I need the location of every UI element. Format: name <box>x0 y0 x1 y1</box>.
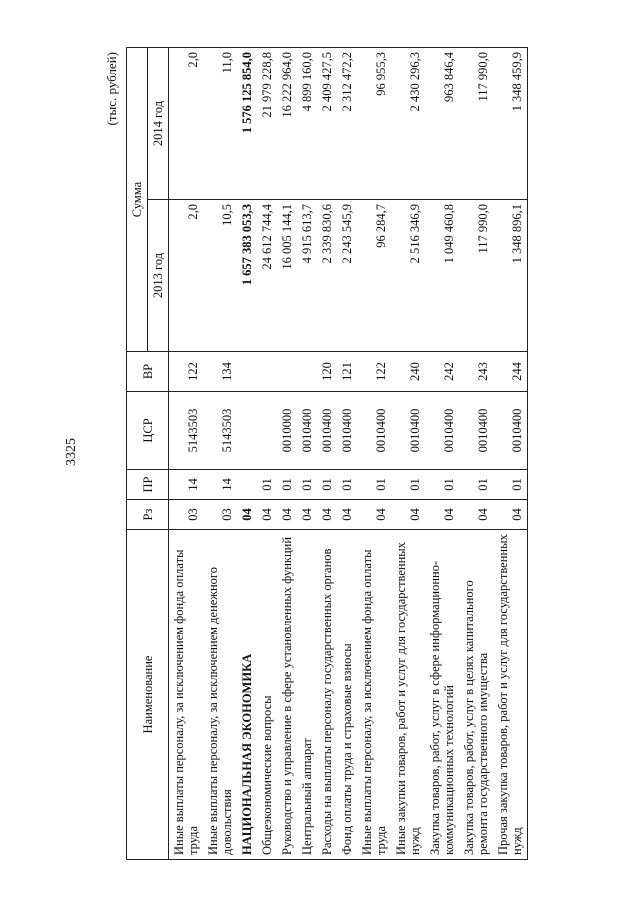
header-name: Наименование <box>127 530 169 860</box>
row-amount-2013: 117 990,0 <box>459 200 493 352</box>
page-number: 3325 <box>64 438 79 466</box>
row-amount-2014: 117 990,0 <box>459 48 493 200</box>
row-amount-2013: 10,5 <box>203 200 237 352</box>
row-amount-2014: 2 409 427,5 <box>317 48 337 200</box>
row-pr: 01 <box>391 470 425 500</box>
row-vr: 134 <box>203 352 237 392</box>
table-row <box>391 48 425 860</box>
header-pr: ПР <box>127 470 169 500</box>
table-row <box>357 48 391 860</box>
row-csr: 0010400 <box>357 392 391 470</box>
row-amount-2013: 96 284,7 <box>357 200 391 352</box>
row-rz: 04 <box>425 500 459 530</box>
table-row <box>203 48 237 860</box>
row-pr: 14 <box>169 470 204 500</box>
row-rz: 04 <box>391 500 425 530</box>
rotated-page <box>60 42 580 862</box>
row-vr <box>257 352 277 392</box>
row-csr: 0010000 <box>277 392 297 470</box>
header-vr: ВР <box>127 352 169 392</box>
row-vr: 242 <box>425 352 459 392</box>
header-2014: 2014 год <box>148 48 169 200</box>
row-vr <box>277 352 297 392</box>
row-amount-2014: 1 348 459,9 <box>493 48 528 200</box>
row-pr: 01 <box>493 470 528 500</box>
table-body <box>169 48 528 860</box>
row-csr <box>257 392 277 470</box>
row-amount-2013: 1 348 896,1 <box>493 200 528 352</box>
row-name: Руководство и управление в сфере установленных функций <box>277 530 297 860</box>
row-rz: 04 <box>297 500 317 530</box>
row-vr <box>297 352 317 392</box>
row-vr: 121 <box>337 352 357 392</box>
row-csr: 0010400 <box>391 392 425 470</box>
row-amount-2014: 1 576 125 854,0 <box>237 48 257 200</box>
table-row <box>317 48 337 860</box>
row-vr: 120 <box>317 352 337 392</box>
row-csr: 0010400 <box>297 392 317 470</box>
header-sum: Сумма <box>127 48 148 352</box>
table-row <box>493 48 528 860</box>
row-pr: 14 <box>203 470 237 500</box>
row-pr: 01 <box>257 470 277 500</box>
budget-table <box>126 47 528 860</box>
table-row <box>425 48 459 860</box>
row-name: НАЦИОНАЛЬНАЯ ЭКОНОМИКА <box>237 530 257 860</box>
row-name: Иные закупки товаров, работ и услуг для государственных нужд <box>391 530 425 860</box>
row-amount-2013: 1 049 460,8 <box>425 200 459 352</box>
row-rz: 04 <box>337 500 357 530</box>
row-pr: 01 <box>297 470 317 500</box>
header-row <box>127 48 148 860</box>
row-csr: 0010400 <box>493 392 528 470</box>
row-pr: 01 <box>357 470 391 500</box>
row-pr: 01 <box>459 470 493 500</box>
row-csr: 0010400 <box>337 392 357 470</box>
row-amount-2014: 2,0 <box>169 48 204 200</box>
row-csr: 0010400 <box>425 392 459 470</box>
table-row <box>257 48 277 860</box>
table-row <box>169 48 204 860</box>
row-name: Расходы на выплаты персоналу государственных органов <box>317 530 337 860</box>
row-amount-2013: 2 339 830,6 <box>317 200 337 352</box>
row-rz: 03 <box>203 500 237 530</box>
row-pr <box>237 470 257 500</box>
row-amount-2013: 2 516 346,9 <box>391 200 425 352</box>
row-amount-2013: 16 005 144,1 <box>277 200 297 352</box>
row-amount-2014: 21 979 228,8 <box>257 48 277 200</box>
row-amount-2014: 11,0 <box>203 48 237 200</box>
row-pr: 01 <box>317 470 337 500</box>
row-rz: 04 <box>237 500 257 530</box>
row-vr: 122 <box>357 352 391 392</box>
row-amount-2014: 2 312 472,2 <box>337 48 357 200</box>
row-amount-2014: 4 899 160,0 <box>297 48 317 200</box>
row-name: Центральный аппарат <box>297 530 317 860</box>
table-row <box>297 48 317 860</box>
row-vr: 240 <box>391 352 425 392</box>
row-name: Закупка товаров, работ, услуг в целях капитального ремонта государственного имущества <box>459 530 493 860</box>
row-rz: 04 <box>357 500 391 530</box>
row-amount-2014: 963 846,4 <box>425 48 459 200</box>
row-vr: 244 <box>493 352 528 392</box>
row-name: Закупка товаров, работ, услуг в сфере информационно-коммуникационных технологий <box>425 530 459 860</box>
row-name: Прочая закупка товаров, работ и услуг для государственных нужд <box>493 530 528 860</box>
row-amount-2014: 2 430 296,3 <box>391 48 425 200</box>
row-csr <box>237 392 257 470</box>
row-pr: 01 <box>337 470 357 500</box>
row-csr: 5143503 <box>169 392 204 470</box>
row-rz: 04 <box>317 500 337 530</box>
row-rz: 04 <box>277 500 297 530</box>
header-rz: Рз <box>127 500 169 530</box>
units-label: (тыс. рублей) <box>104 52 119 126</box>
row-vr: 243 <box>459 352 493 392</box>
row-name: Иные выплаты персоналу, за исключением фонда оплаты труда <box>169 530 204 860</box>
row-rz: 04 <box>459 500 493 530</box>
row-amount-2014: 16 222 964,0 <box>277 48 297 200</box>
row-vr: 122 <box>169 352 204 392</box>
row-amount-2013: 2,0 <box>169 200 204 352</box>
row-name: Иные выплаты персоналу, за исключением фонда оплаты труда <box>357 530 391 860</box>
row-name: Иные выплаты персоналу, за исключением денежного довольствия <box>203 530 237 860</box>
row-amount-2013: 24 612 744,4 <box>257 200 277 352</box>
row-name: Фонд оплаты труда и страховые взносы <box>337 530 357 860</box>
row-rz: 03 <box>169 500 204 530</box>
row-rz: 04 <box>493 500 528 530</box>
row-csr: 0010400 <box>459 392 493 470</box>
row-rz: 04 <box>257 500 277 530</box>
row-amount-2013: 4 915 613,7 <box>297 200 317 352</box>
table-row <box>277 48 297 860</box>
row-csr: 0010400 <box>317 392 337 470</box>
row-csr: 5143503 <box>203 392 237 470</box>
table-row <box>337 48 357 860</box>
header-csr: ЦСР <box>127 392 169 470</box>
row-amount-2013: 1 657 383 053,3 <box>237 200 257 352</box>
table-row <box>237 48 257 860</box>
row-pr: 01 <box>277 470 297 500</box>
row-amount-2013: 2 243 545,9 <box>337 200 357 352</box>
header-2013: 2013 год <box>148 200 169 352</box>
row-vr <box>237 352 257 392</box>
table-row <box>459 48 493 860</box>
row-pr: 01 <box>425 470 459 500</box>
row-name: Общеэкономические вопросы <box>257 530 277 860</box>
row-amount-2014: 96 955,3 <box>357 48 391 200</box>
